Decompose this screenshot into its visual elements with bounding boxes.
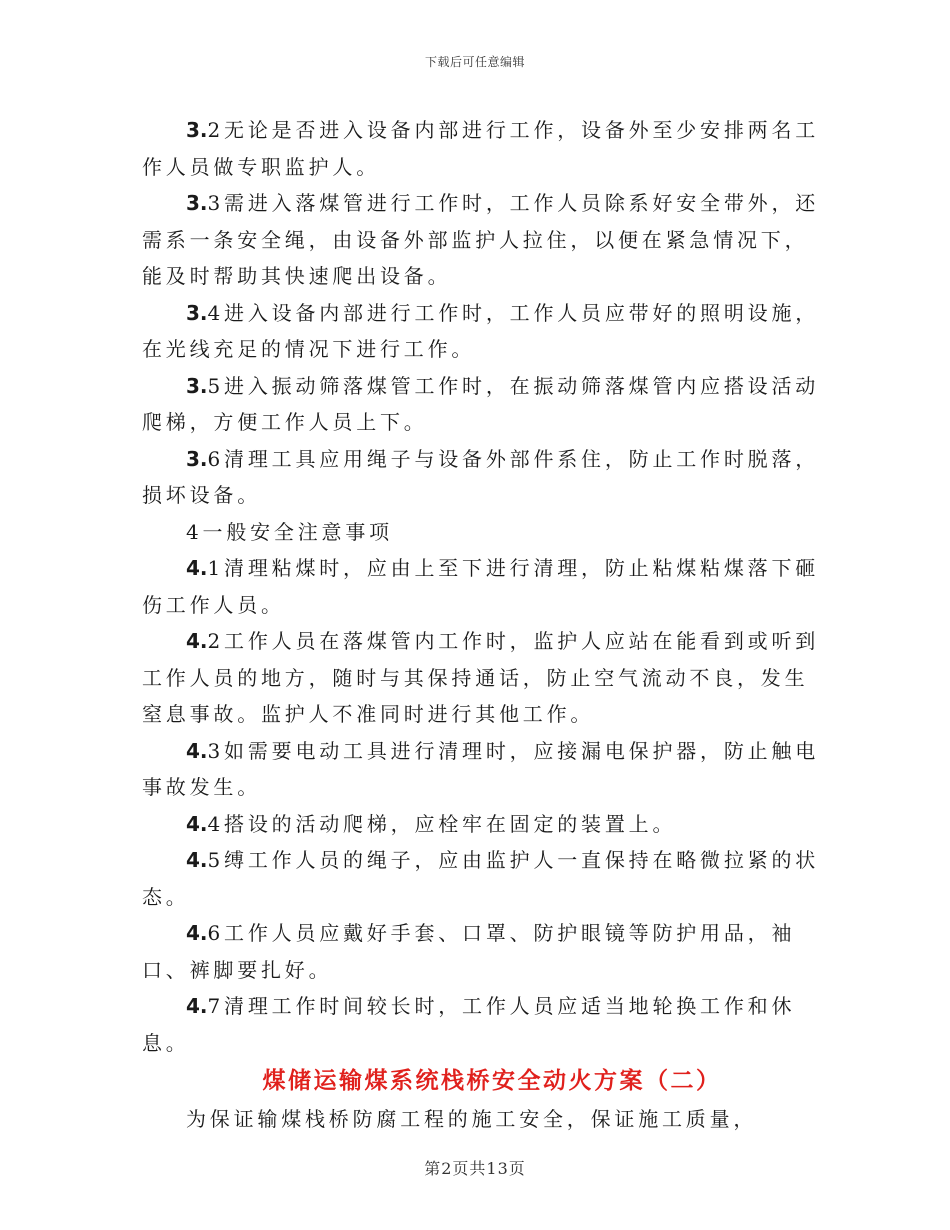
clause-number: 3. [186,191,208,215]
clause-3-5 [142,368,822,441]
document-body [142,112,822,1138]
clause-text: 7清理工作时间较长时，工作人员应适当地轮换工作和休息。 [142,994,796,1055]
clause-3-3 [142,185,822,295]
clause-4-2 [142,623,822,733]
clause-text: 2工作人员在落煤管内工作时，监护人应站在能看到或听到工作人员的地方，随时与其保持通话，防止空气流动不良，发生窒息事故。监护人不准同时进行其他工作。 [142,629,820,726]
clause-3-6 [142,441,822,514]
clause-3-4 [142,295,822,368]
clause-number: 4. [186,738,208,763]
clause-text: 4进入设备内部进行工作时，工作人员应带好的照明设施，在光线充足的情况下进行工作。 [142,300,820,361]
clause-4-1 [142,550,822,623]
page-footer: 第2页共13页 [424,1159,526,1178]
clause-text: 6工作人员应戴好手套、口罩、防护眼镜等防护用品，袖口、裤脚要扎好。 [142,921,796,982]
intro-paragraph: 为保证输煤栈桥防腐工程的施工安全，保证施工质量， [186,1107,758,1131]
page-header: 下载后可任意编辑 [424,55,525,69]
clause-4-4 [142,806,822,843]
clause-3-2 [142,112,822,185]
document-title: 煤储运输煤系统栈桥安全动火方案（二） [262,1067,722,1094]
clause-text: 3需进入落煤管进行工作时，工作人员除系好安全带外，还需系一条安全绳，由设备外部监护人拉住，以便在紧急情况下，能及时帮助其快速爬出设备。 [142,191,820,288]
clause-text: 6清理工具应用绳子与设备外部件系住，防止工作时脱落，损坏设备。 [142,446,820,507]
clause-number: 3. [186,118,208,142]
clause-text: 2无论是否进入设备内部进行工作，设备外至少安排两名工作人员做专职监护人。 [142,118,820,179]
clause-number: 4. [186,629,208,653]
clause-4-3 [142,733,822,806]
clause-number: 4. [186,921,208,945]
clause-text: 4搭设的活动爬梯，应栓牢在固定的装置上。 [207,811,677,836]
clause-number: 4. [186,811,208,836]
clause-text: 1清理粘煤时，应由上至下进行清理，防止粘煤粘煤落下砸伤工作人员。 [142,556,820,617]
clause-4-5 [142,842,822,915]
section-heading: 4一般安全注意事项 [186,519,393,544]
clause-text: 5进入振动筛落煤管工作时，在振动筛落煤管内应搭设活动爬梯，方便工作人员上下。 [142,373,820,434]
clause-number: 4. [186,556,208,580]
clause-number: 3. [186,446,208,471]
clause-number: 3. [186,373,208,398]
clause-4-7 [142,988,822,1061]
clause-number: 4. [186,848,208,872]
clause-text: 5缚工作人员的绳子，应由监护人一直保持在略微拉紧的状态。 [142,848,820,909]
clause-number: 3. [186,300,208,325]
clause-text: 3如需要电动工具进行清理时，应接漏电保护器，防止触电事故发生。 [142,738,820,799]
clause-4-6 [142,915,822,988]
clause-number: 4. [186,994,208,1018]
